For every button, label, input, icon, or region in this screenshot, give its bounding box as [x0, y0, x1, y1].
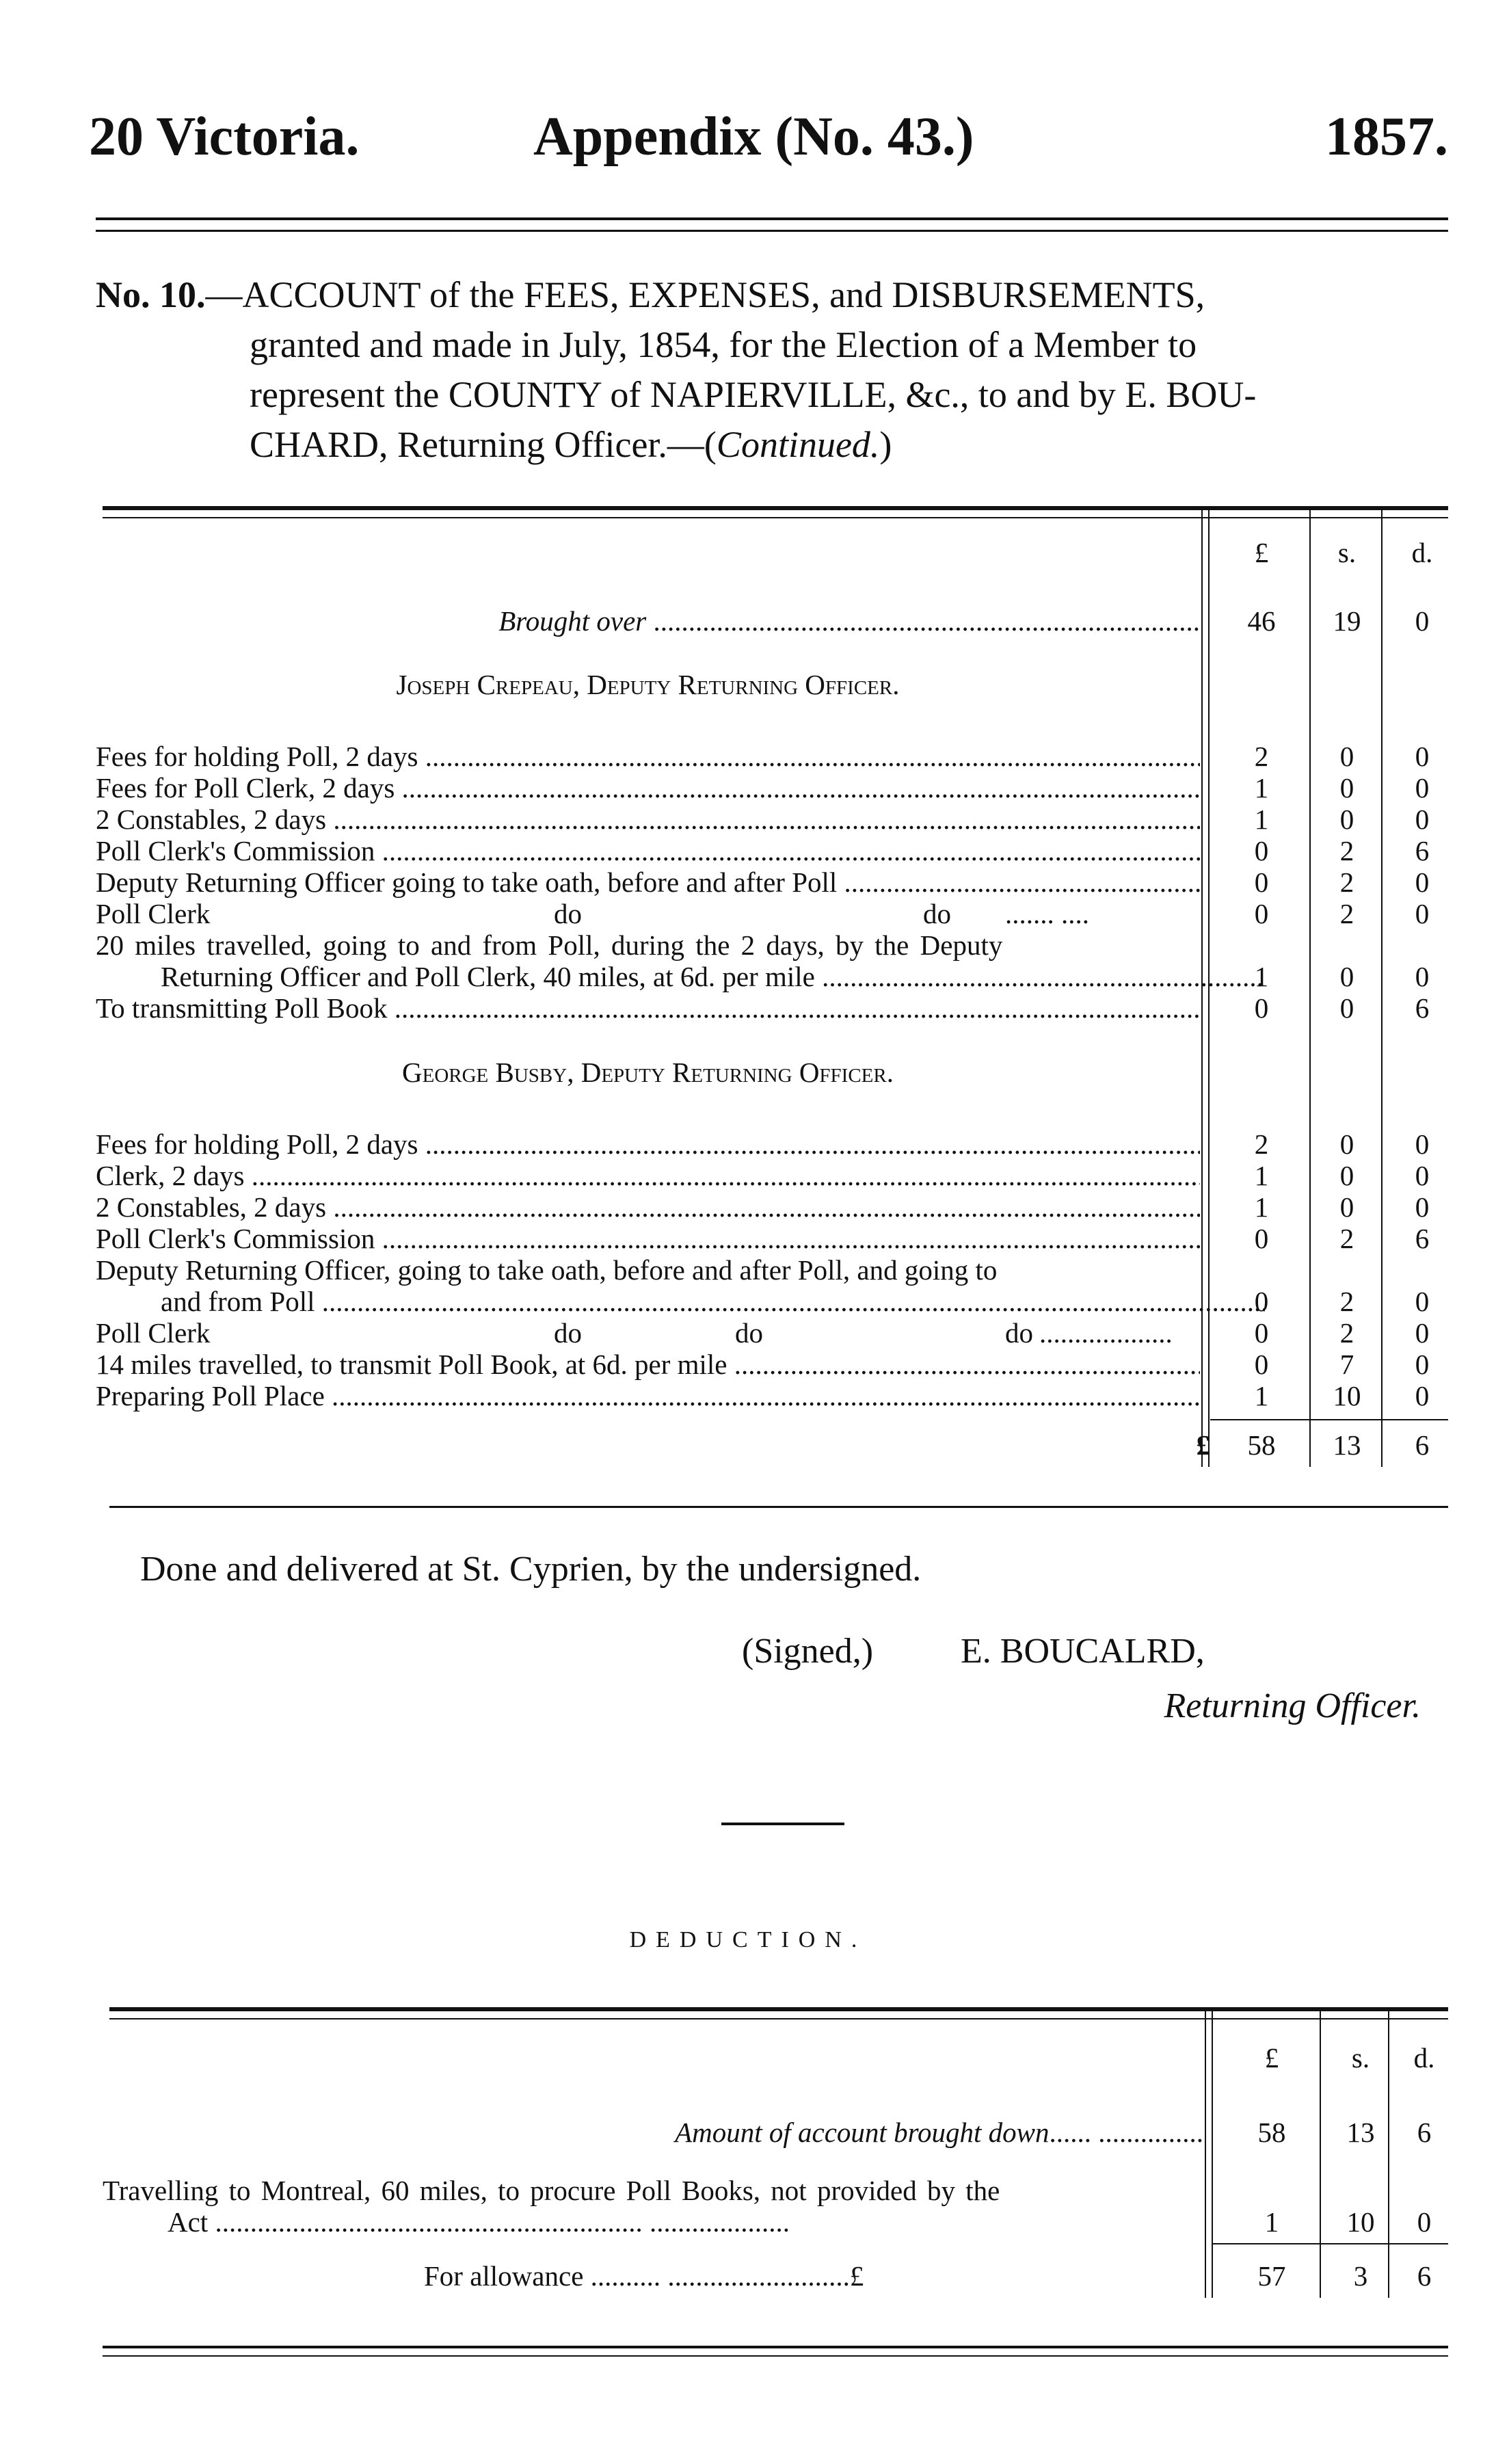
- row-desc: Poll Clerk's Commission .....: [96, 1223, 1200, 1254]
- cell-pence: 0: [1417, 2206, 1432, 2238]
- cell-pence: 0: [1415, 1286, 1430, 1317]
- col-header-pounds: £: [1254, 537, 1269, 568]
- col-header-pence: d.: [1413, 2042, 1435, 2074]
- cell-pounds: 1: [1264, 2206, 1279, 2238]
- allowance-shillings: 3: [1353, 2260, 1368, 2292]
- section-heading-crepeau: Joseph Crepeau, Deputy Returning Officer.: [396, 669, 900, 700]
- table-row: [96, 804, 1448, 835]
- cell-pence: 0: [1415, 1191, 1430, 1223]
- cell-shillings: 2: [1339, 1317, 1354, 1349]
- cell-pounds: 0: [1254, 898, 1269, 929]
- cell-pounds: 1: [1254, 804, 1269, 835]
- cell-pence: 0: [1415, 605, 1430, 637]
- cell-pence: 0: [1415, 772, 1430, 804]
- table-row: [96, 772, 1448, 804]
- cell-pence: 6: [1415, 992, 1430, 1024]
- table-bottom-rule: [109, 1506, 1448, 1508]
- col-header-pounds: £: [1264, 2042, 1279, 2074]
- ditto-mark: do: [554, 1317, 582, 1349]
- table-row: [96, 866, 1448, 898]
- total-row: [96, 1429, 1448, 1461]
- header-double-rule: [96, 217, 1448, 232]
- table-row: [103, 2175, 1448, 2206]
- total-pound-symbol: £: [1196, 1429, 1210, 1461]
- row-desc: 14 miles travelled, to transmit Poll Book, at 6d. per mile .....: [96, 1349, 1200, 1380]
- row-desc: Poll Clerk's Commission .....: [96, 835, 1200, 866]
- table-row: [103, 2117, 1448, 2148]
- row-desc: Fees for holding Poll, 2 days .....: [96, 741, 1200, 772]
- ditto-mark: do: [923, 898, 951, 929]
- cell-shillings: 2: [1339, 898, 1354, 929]
- cell-shillings: 2: [1339, 1223, 1354, 1254]
- title-line-3: represent the COUNTY of NAPIERVILLE, &c., to and by E. BOU-: [250, 374, 1257, 415]
- ditto-mark: do: [735, 1317, 763, 1349]
- cell-shillings: 2: [1339, 866, 1354, 898]
- cell-pence: 0: [1415, 1160, 1430, 1191]
- cell-shillings: 0: [1339, 772, 1354, 804]
- table-row: [96, 898, 1448, 929]
- cell-shillings: 10: [1333, 1380, 1361, 1412]
- header-appendix: Appendix (No. 43.): [533, 107, 974, 167]
- cell-pounds: 0: [1254, 866, 1269, 898]
- row-desc: Deputy Returning Officer going to take oath, before and after Poll .....: [96, 866, 1200, 898]
- cell-shillings: 0: [1339, 1160, 1354, 1191]
- table-row: [96, 1254, 1448, 1286]
- cell-pence: 0: [1415, 866, 1430, 898]
- title-line-4-text: CHARD, Returning Officer.—(: [250, 424, 717, 465]
- table-top-rule: [103, 506, 1448, 518]
- title-line-1-text: —ACCOUNT of the FEES, EXPENSES, and DISBURSEMENTS,: [205, 274, 1205, 315]
- total-shillings: 13: [1333, 1429, 1361, 1461]
- cell-pounds: 0: [1254, 835, 1269, 866]
- cell-pence: 0: [1415, 961, 1430, 992]
- signatory-title: Returning Officer.: [1164, 1686, 1421, 1725]
- section-heading-busby: George Busby, Deputy Returning Officer.: [402, 1057, 894, 1088]
- row-desc: Deputy Returning Officer, going to take oath, before and after Poll, and going to: [96, 1254, 998, 1286]
- cell-pence: 6: [1417, 2117, 1432, 2148]
- row-desc: 2 Constables, 2 days .....: [96, 804, 1200, 835]
- cell-pence: 0: [1415, 804, 1430, 835]
- cell-pounds: 2: [1254, 1128, 1269, 1160]
- cell-pence: 6: [1415, 835, 1430, 866]
- table-row: [96, 835, 1448, 866]
- title-continued: Continued.: [716, 424, 880, 465]
- ditto-mark: do: [554, 898, 582, 929]
- title-line-4: [96, 420, 1448, 470]
- cell-shillings: 0: [1339, 1128, 1354, 1160]
- cell-shillings: 10: [1346, 2206, 1375, 2238]
- table-row: [96, 1349, 1448, 1380]
- title-line-2: granted and made in July, 1854, for the Election of a Member to: [250, 324, 1197, 365]
- cell-shillings: 0: [1339, 741, 1354, 772]
- table-row: [96, 1380, 1448, 1412]
- allowance-pence: 6: [1417, 2260, 1432, 2292]
- total-pence: 6: [1415, 1429, 1430, 1461]
- cell-shillings: 2: [1339, 1286, 1354, 1317]
- allowance-row: [103, 2260, 1448, 2292]
- row-desc: Fees for Poll Clerk, 2 days .....: [96, 772, 1200, 804]
- signatory-name: E. BOUCALRD,: [961, 1632, 1205, 1671]
- total-rule: [1210, 1419, 1448, 1420]
- row-desc: Amount of account brought down...... ...............: [675, 2117, 1203, 2148]
- cell-pounds: 1: [1254, 1160, 1269, 1191]
- table-row: [96, 1128, 1448, 1160]
- cell-shillings: 0: [1339, 992, 1354, 1024]
- cell-pence: 0: [1415, 1380, 1430, 1412]
- cell-shillings: 2: [1339, 835, 1354, 866]
- brought-over-label: Brought over ..............................................................................: [498, 605, 1200, 637]
- cell-pence: 0: [1415, 1128, 1430, 1160]
- col-header-shillings: s.: [1351, 2042, 1370, 2074]
- cell-shillings: 19: [1333, 605, 1361, 637]
- cell-pence: 0: [1415, 741, 1430, 772]
- cell-pounds: 0: [1254, 1286, 1269, 1317]
- allowance-rule: [1212, 2243, 1448, 2244]
- table-row: [96, 992, 1448, 1024]
- col-divider-pounds: [1320, 2011, 1321, 2298]
- row-desc: To transmitting Poll Book .....: [96, 992, 1200, 1024]
- table-row: [96, 1286, 1448, 1317]
- col-header-shillings: s.: [1337, 537, 1357, 568]
- deduction-top-rule: [109, 2007, 1448, 2019]
- cell-pounds: 1: [1254, 1380, 1269, 1412]
- account-title: [96, 270, 1448, 470]
- cell-pounds: 0: [1254, 1317, 1269, 1349]
- cell-shillings: 7: [1339, 1349, 1354, 1380]
- deduction-bottom-rule: [103, 2346, 1448, 2357]
- table-row: [96, 1223, 1448, 1254]
- table-row: [96, 741, 1448, 772]
- col-divider-shillings: [1388, 2011, 1389, 2298]
- cell-pence: 0: [1415, 898, 1430, 929]
- cell-pounds: 0: [1254, 992, 1269, 1024]
- allowance-pounds: 57: [1257, 2260, 1286, 2292]
- row-desc-continued: Act ............................................................. ....................: [168, 2206, 790, 2238]
- section-heading: [96, 669, 1448, 700]
- cell-pounds: 58: [1257, 2117, 1286, 2148]
- row-desc: Travelling to Montreal, 60 miles, to procure Poll Books, not provided by the: [103, 2175, 1000, 2206]
- cell-shillings: 0: [1339, 804, 1354, 835]
- row-desc: Poll Clerk do do do ...................: [96, 1317, 1173, 1349]
- title-line-4-end: ): [879, 424, 892, 465]
- cell-pounds: 0: [1254, 1349, 1269, 1380]
- total-pounds: 58: [1247, 1429, 1276, 1461]
- table-row: [96, 1160, 1448, 1191]
- cell-shillings: 0: [1339, 1191, 1354, 1223]
- cell-pounds: 46: [1247, 605, 1276, 637]
- col-divider-left-a: [1205, 2011, 1206, 2298]
- signed-label: (Signed,): [742, 1632, 874, 1671]
- table-row: [103, 2206, 1448, 2238]
- section-heading: [96, 1057, 1448, 1088]
- table-row: [96, 1191, 1448, 1223]
- done-statement: Done and delivered at St. Cyprien, by the undersigned.: [140, 1550, 922, 1589]
- cell-pence: 6: [1415, 1223, 1430, 1254]
- divider-short-rule: [721, 1823, 844, 1825]
- cell-pounds: 1: [1254, 961, 1269, 992]
- cell-pounds: 1: [1254, 772, 1269, 804]
- row-desc: Fees for holding Poll, 2 days .....: [96, 1128, 1200, 1160]
- cell-pounds: 0: [1254, 1223, 1269, 1254]
- ditto-mark: do: [1005, 1317, 1033, 1349]
- cell-pounds: 2: [1254, 741, 1269, 772]
- cell-pence: 0: [1415, 1349, 1430, 1380]
- row-desc: Poll Clerk do do ....... ....: [96, 898, 1089, 929]
- table-row: [96, 1317, 1448, 1349]
- cell-shillings: 0: [1339, 961, 1354, 992]
- deduction-heading: DEDUCTION.: [629, 1927, 867, 1952]
- table-row: [96, 929, 1448, 961]
- allowance-label: For allowance .......... ..........................£: [424, 2260, 864, 2292]
- title-line-1: [96, 270, 1448, 320]
- table-row: [96, 961, 1448, 992]
- header-session: 20 Victoria.: [89, 107, 360, 167]
- row-desc-continued: Returning Officer and Poll Clerk, 40 miles, at 6d. per mile .....: [96, 961, 1265, 992]
- row-desc: Clerk, 2 days .....: [96, 1160, 1200, 1191]
- title-number: No. 10.: [96, 274, 206, 315]
- row-desc-continued: and from Poll .....: [96, 1286, 1265, 1317]
- header-year: 1857.: [1325, 107, 1448, 167]
- col-header-pence: d.: [1411, 537, 1433, 568]
- row-desc: 2 Constables, 2 days .....: [96, 1191, 1200, 1223]
- row-desc: 20 miles travelled, going to and from Poll, during the 2 days, by the Deputy: [96, 929, 1003, 961]
- cell-shillings: 13: [1346, 2117, 1375, 2148]
- brought-over-row: [96, 605, 1448, 637]
- col-divider-left-b: [1212, 2011, 1213, 2298]
- row-desc: Preparing Poll Place .....: [96, 1380, 1200, 1412]
- cell-pence: 0: [1415, 1317, 1430, 1349]
- cell-pounds: 1: [1254, 1191, 1269, 1223]
